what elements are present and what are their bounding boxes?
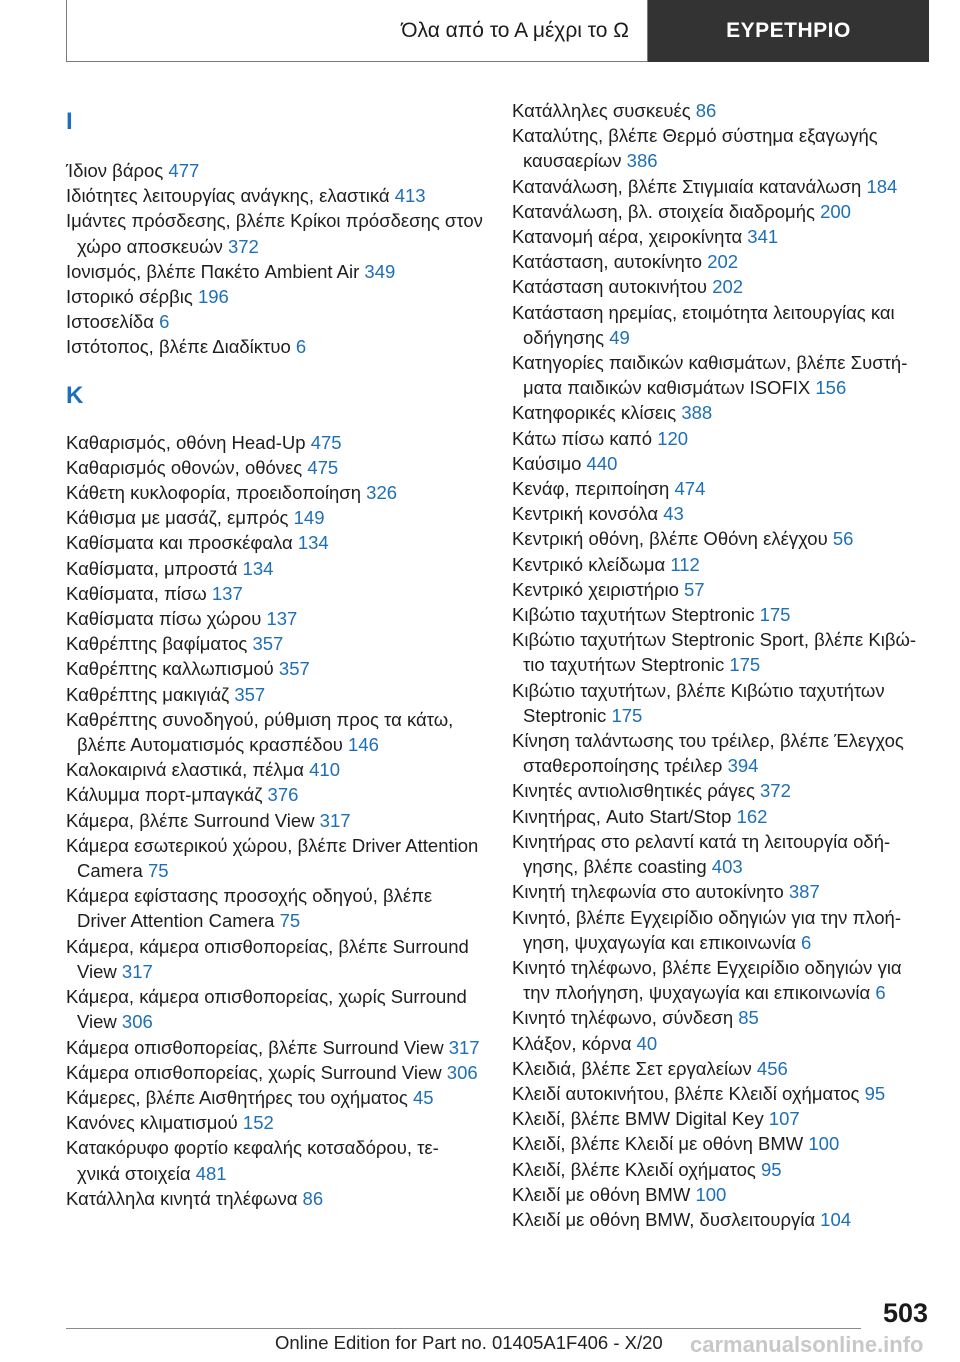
page-reference-link[interactable]: 152 <box>242 1112 274 1134</box>
page-reference-link[interactable]: 175 <box>729 654 761 676</box>
index-entry-text: Κινητήρας, Auto Start/Stop <box>512 805 732 827</box>
index-entry <box>512 174 932 199</box>
index-column-left <box>66 100 486 1211</box>
index-entry-text: Ιστότοπος, βλέπε Διαδίκτυο <box>66 336 291 358</box>
page-reference-link[interactable]: 357 <box>234 683 266 705</box>
index-entry <box>66 606 486 631</box>
index-entry <box>66 656 486 681</box>
page-reference-link[interactable]: 388 <box>681 402 713 424</box>
index-entry-text: Κλειδί με οθόνη BMW <box>512 1183 691 1205</box>
index-entry-text: Κατανάλωση, βλέπε Στιγμιαία κατανάλωση <box>512 175 862 197</box>
index-entry-text: Κατάλληλες συσκευές <box>512 100 691 121</box>
index-entry-text: Κινητές αντιολισθητικές ράγες <box>512 780 755 802</box>
index-entry-text: Κάθετη κυκλοφορία, προειδοποίηση <box>66 482 362 504</box>
index-entry-text: Καύσιμο <box>512 452 582 474</box>
index-entry-text: Κεντρική οθόνη, βλέπε Οθόνη ελέγχου <box>512 528 828 550</box>
index-entry <box>512 1106 932 1131</box>
page-reference-link[interactable]: 475 <box>310 431 342 453</box>
index-entry-text: Κατάσταση αυτοκινήτου <box>512 276 708 298</box>
index-entry <box>512 1081 932 1106</box>
index-entry-text: Κινητήρας στο ρελαντί κατά τη λειτουργία οδή- γησης, βλέπε coasting <box>512 830 891 878</box>
index-entry <box>66 309 486 334</box>
index-entry-text: Κανόνες κλιματισμού <box>66 1112 238 1134</box>
page-reference-link[interactable]: 137 <box>211 582 243 604</box>
index-entry <box>512 955 932 1005</box>
index-entry <box>66 707 486 757</box>
page-reference-link[interactable]: 134 <box>297 532 329 554</box>
index-entry <box>512 804 932 829</box>
index-entry <box>512 1182 932 1207</box>
page-reference-link[interactable]: 475 <box>307 456 339 478</box>
page-reference-link[interactable]: 202 <box>712 276 744 298</box>
index-entry <box>512 728 932 778</box>
page-reference-link[interactable]: 387 <box>788 881 820 903</box>
index-entry-text: Κλειδί, βλέπε Κλειδί με οθόνη BMW <box>512 1133 804 1155</box>
page-reference-link[interactable]: 162 <box>736 805 768 827</box>
index-entry <box>512 879 932 904</box>
page-reference-link[interactable]: 306 <box>121 1011 153 1033</box>
index-entry-text: Κλάξον, κόρνα <box>512 1032 632 1054</box>
page-reference-link[interactable]: 86 <box>302 1187 324 1209</box>
index-entry-text: Καθίσματα, πίσω <box>66 582 207 604</box>
index-entry <box>66 1035 486 1060</box>
index-entry-text: Κεντρικό χειριστήριο <box>512 578 679 600</box>
index-entry-text: Κινητό, βλέπε Εγχειρίδιο οδηγιών για την πλοή- γηση, ψυχαγωγία και επικοινωνία <box>512 906 902 953</box>
index-entry <box>512 249 932 274</box>
page-reference-link[interactable]: 372 <box>227 235 259 257</box>
index-entry <box>512 400 932 425</box>
footer-divider <box>66 1328 861 1329</box>
page-reference-link[interactable]: 175 <box>759 604 791 626</box>
page-reference-link[interactable]: 146 <box>348 734 379 756</box>
page-reference-link[interactable]: 410 <box>309 759 340 781</box>
index-entry-text: Κιβώτιο ταχυτήτων, βλέπε Κιβώτιο ταχυτήτων Steptronic <box>512 679 885 726</box>
page-reference-link[interactable]: 376 <box>267 784 299 806</box>
index-entry-text: Κίνηση ταλάντωσης του τρέιλερ, βλέπε Έλεγχος σταθεροποίησης τρέιλερ <box>512 730 904 777</box>
index-entry-text: Κιβώτιο ταχυτήτων Steptronic <box>512 604 755 626</box>
page-reference-link[interactable]: 372 <box>760 780 791 802</box>
page-reference-link[interactable]: 56 <box>832 528 854 550</box>
index-entry-text: Κινητό τηλέφωνο, σύνδεση <box>512 1007 734 1029</box>
index-entry <box>512 526 932 551</box>
index-entry-text: Κινητό τηλέφωνο, βλέπε Εγχειρίδιο οδηγιών για την πλοήγηση, ψυχαγωγία και επικοινωνία <box>512 956 902 1004</box>
tab-index[interactable]: ΕΥΡΕΤΗΡΙΟ <box>648 0 929 62</box>
index-entry <box>512 476 932 501</box>
index-entry-text: Καθαρισμός οθονών, οθόνες <box>66 456 303 478</box>
index-entry <box>512 678 932 728</box>
index-entry <box>66 334 486 359</box>
index-entry-text: Κιβώτιο ταχυτήτων Steptronic Sport, βλέπε Κιβώ- τιο ταχυτήτων Steptronic <box>512 629 917 676</box>
index-entry <box>66 934 486 984</box>
index-entry-text: Κλειδί, βλέπε Κλειδί οχήματος <box>512 1158 756 1180</box>
page-reference-link[interactable]: 40 <box>636 1032 658 1054</box>
page-reference-link[interactable]: 474 <box>674 478 706 500</box>
page-reference-link[interactable]: 6 <box>159 311 170 333</box>
index-entry-text: Ιστορικό σέρβις <box>66 286 193 308</box>
index-entry-text: Καθίσματα, μπροστά <box>66 557 238 579</box>
index-entry-text: Καθρέπτης μακιγιάζ <box>66 683 230 705</box>
edition-text: Online Edition for Part no. 01405A1F406 - X/20 <box>275 1332 663 1353</box>
index-entry <box>66 984 486 1034</box>
page-reference-link[interactable]: 306 <box>446 1061 478 1083</box>
index-entry <box>512 1005 932 1030</box>
page-reference-link[interactable]: 43 <box>663 503 684 525</box>
page-reference-link[interactable]: 57 <box>684 578 705 600</box>
index-entry <box>512 426 932 451</box>
index-entry-text: Κατακόρυφο φορτίο κεφαλής κοτσαδόρου, τε- χνικά στοιχεία <box>66 1137 439 1184</box>
index-entry-text: Κατάσταση ηρεμίας, ετοιμότητα λειτουργίας και οδήγησης <box>512 301 895 348</box>
page-reference-link[interactable]: 481 <box>195 1162 227 1184</box>
index-entry <box>512 300 932 350</box>
index-entry-text: Καλοκαιρινά ελαστικά, πέλμα <box>66 759 304 781</box>
index-entry-text: Κατανάλωση, βλ. στοιχεία διαδρομής <box>512 200 815 222</box>
page-reference-link[interactable]: 317 <box>121 960 153 982</box>
page-reference-link[interactable]: 6 <box>875 982 886 1004</box>
index-entry-text: Κατάλληλα κινητά τηλέφωνα <box>66 1187 298 1209</box>
page-reference-link[interactable]: 357 <box>252 633 284 655</box>
index-entry <box>66 556 486 581</box>
page-reference-link[interactable]: 341 <box>747 226 779 248</box>
page-reference-link[interactable]: 107 <box>768 1108 800 1130</box>
index-entry-text: Κλειδί με οθόνη BMW, δυσλειτουργία <box>512 1208 816 1230</box>
index-entry <box>66 833 486 883</box>
index-entry-text: Κενάφ, περιποίηση <box>512 478 670 500</box>
index-entry-text: Κλειδί, βλέπε BMW Digital Key <box>512 1108 764 1130</box>
index-entry-text: Καταλύτης, βλέπε Θερμό σύστημα εξαγωγής καυσαερίων <box>512 125 878 172</box>
index-entry <box>66 1186 486 1211</box>
page-reference-link[interactable]: 394 <box>727 755 759 777</box>
index-entry <box>512 98 932 123</box>
index-entry <box>66 1085 486 1110</box>
index-entry <box>512 577 932 602</box>
index-entry <box>66 631 486 656</box>
page-reference-link[interactable]: 386 <box>626 150 658 172</box>
page-reference-link[interactable]: 86 <box>695 100 717 121</box>
index-entry-text: Κάμερα, βλέπε Surround View <box>66 809 315 831</box>
page-reference-link[interactable]: 120 <box>657 427 689 449</box>
index-entry <box>66 1135 486 1185</box>
index-entry <box>512 1207 932 1232</box>
index-entry-text: Κάμερα οπισθοπορείας, βλέπε Surround View <box>66 1036 444 1058</box>
index-entry-text: Ιμάντες πρόσδεσης, βλέπε Κρίκοι πρόσδεσης στον χώρο αποσκευών <box>66 210 483 257</box>
index-entry-text: Κάμερα εφίστασης προσοχής οδηγού, βλέπε Driver Attention Camera <box>66 885 433 932</box>
index-entry-text: Καθαρισμός, οθόνη Head-Up <box>66 431 306 453</box>
index-entry <box>66 430 486 455</box>
index-list-k-continued <box>512 98 932 1232</box>
page-reference-link[interactable]: 100 <box>695 1183 727 1205</box>
index-entry-text: Κάμερα οπισθοπορείας, χωρίς Surround View <box>66 1061 442 1083</box>
page-reference-link[interactable]: 6 <box>801 931 812 953</box>
watermark: carmanualsonline.info <box>690 1332 924 1357</box>
index-entry-text: Κάμερες, βλέπε Αισθητήρες του οχήματος <box>66 1086 408 1108</box>
index-entry <box>66 883 486 933</box>
index-entry-text: Κάμερα, κάμερα οπισθοπορείας, χωρίς Surround View <box>66 986 467 1033</box>
page-reference-link[interactable]: 95 <box>864 1082 886 1104</box>
index-entry-text: Κάλυμμα πορτ-μπαγκάζ <box>66 784 263 806</box>
header-tabs <box>66 0 929 62</box>
index-entry <box>66 757 486 782</box>
page-reference-link[interactable]: 184 <box>866 175 898 197</box>
index-entry <box>66 782 486 807</box>
index-entry <box>66 530 486 555</box>
index-entry-text: Κεντρική κονσόλα <box>512 503 659 525</box>
index-entry-text: Καθρέπτης βαφίματος <box>66 633 248 655</box>
index-entry <box>512 199 932 224</box>
index-entry <box>512 350 932 400</box>
page-reference-link[interactable]: 440 <box>586 452 618 474</box>
index-entry <box>66 1110 486 1135</box>
index-entry-text: Κατηγορίες παιδικών καθισμάτων, βλέπε Συστή- ματα παιδικών καθισμάτων ISOFIX <box>512 352 908 399</box>
page-reference-link[interactable]: 156 <box>815 377 847 399</box>
index-entry-text: Κεντρικό κλείδωμα <box>512 553 666 575</box>
page-reference-link[interactable]: 75 <box>147 860 169 882</box>
index-entry <box>66 455 486 480</box>
index-entry-text: Ιδιότητες λειτουργίας ανάγκης, ελαστικά <box>66 185 390 207</box>
index-entry <box>512 123 932 173</box>
page-reference-link[interactable]: 477 <box>168 160 200 181</box>
page-reference-link[interactable]: 134 <box>242 557 274 579</box>
page-reference-link[interactable]: 317 <box>448 1036 480 1058</box>
index-entry <box>512 224 932 249</box>
section-letter-i: I <box>66 108 73 135</box>
page-reference-link[interactable]: 100 <box>808 1133 840 1155</box>
index-entry-text: Καθίσματα πίσω χώρου <box>66 608 262 630</box>
page-reference-link[interactable]: 202 <box>707 251 739 273</box>
page-reference-link[interactable]: 196 <box>197 286 229 308</box>
index-entry <box>512 627 932 677</box>
page-reference-link[interactable]: 326 <box>366 482 398 504</box>
index-entry-text: Καθίσματα και προσκέφαλα <box>66 532 293 554</box>
index-entry <box>66 480 486 505</box>
index-entry <box>512 905 932 955</box>
page-reference-link[interactable]: 357 <box>278 658 310 680</box>
index-entry <box>512 602 932 627</box>
page-reference-link[interactable]: 175 <box>611 704 643 726</box>
index-entry <box>512 1131 932 1156</box>
index-entry <box>512 778 932 803</box>
index-entry <box>66 208 486 258</box>
page-reference-link[interactable]: 413 <box>394 185 426 207</box>
page-reference-link[interactable]: 6 <box>295 336 307 358</box>
tab-a-to-z[interactable]: Όλα από το Α μέχρι το Ω <box>66 0 648 62</box>
index-entry-text: Κινητή τηλεφωνία στο αυτοκίνητο <box>512 881 784 903</box>
index-column-right <box>512 98 932 1232</box>
index-entry-text: Ιονισμός, βλέπε Πακέτο Ambient Air <box>66 260 360 282</box>
page-reference-link[interactable]: 75 <box>279 910 301 932</box>
index-list-i <box>66 158 486 360</box>
page-reference-link[interactable]: 403 <box>711 856 743 878</box>
index-entry-text: Κλειδί αυτοκινήτου, βλέπε Κλειδί οχήματος <box>512 1082 860 1104</box>
index-entry-text: Καθρέπτης συνοδηγού, ρύθμιση προς τα κάτω, βλέπε Αυτοματισμός κρασπέδου <box>66 708 454 756</box>
page-reference-link[interactable]: 112 <box>670 553 700 575</box>
index-entry <box>512 829 932 879</box>
index-entry-text: Κάθισμα με μασάζ, εμπρός <box>66 507 289 529</box>
index-entry <box>512 501 932 526</box>
index-entry <box>66 259 486 284</box>
index-entry <box>512 274 932 299</box>
index-entry <box>66 505 486 530</box>
index-entry-text: Κατανομή αέρα, χειροκίνητα <box>512 226 743 248</box>
index-entry <box>66 581 486 606</box>
index-entry <box>512 552 932 577</box>
index-entry <box>66 158 486 183</box>
page-reference-link[interactable]: 85 <box>738 1007 759 1029</box>
page-reference-link[interactable]: 149 <box>293 507 325 529</box>
index-entry-text: Κάμερα, κάμερα οπισθοπορείας, βλέπε Surround View <box>66 935 469 982</box>
page-number: 503 <box>882 1298 928 1328</box>
index-list-k <box>66 430 486 1211</box>
page-reference-link[interactable]: 137 <box>266 608 298 630</box>
page-reference-link[interactable]: 317 <box>319 809 351 831</box>
index-entry-text: Ίδιον βάρος <box>66 160 164 181</box>
index-entry-text: Καθρέπτης καλλωπισμού <box>66 658 274 680</box>
index-entry <box>66 682 486 707</box>
page-reference-link[interactable]: 456 <box>756 1057 788 1079</box>
index-entry-text: Ιστοσελίδα <box>66 311 154 333</box>
page-reference-link[interactable]: 104 <box>820 1208 852 1230</box>
index-entry <box>512 1056 932 1081</box>
index-entry-text: Κάμερα εσωτερικού χώρου, βλέπε Driver Attention Camera <box>66 834 479 882</box>
index-entry <box>66 284 486 309</box>
page-reference-link[interactable]: 49 <box>609 326 630 348</box>
index-entry <box>512 1157 932 1182</box>
index-entry <box>66 1060 486 1085</box>
index-entry-text: Κατάσταση, αυτοκίνητο <box>512 251 703 273</box>
index-entry <box>512 451 932 476</box>
page-reference-link[interactable]: 200 <box>820 200 851 222</box>
index-entry-text: Κλειδιά, βλέπε Σετ εργαλείων <box>512 1057 752 1079</box>
page-reference-link[interactable]: 349 <box>364 260 396 282</box>
index-entry <box>66 183 486 208</box>
index-entry <box>66 808 486 833</box>
page-reference-link[interactable]: 95 <box>760 1158 782 1180</box>
section-letter-k: K <box>66 381 84 409</box>
page-reference-link[interactable]: 45 <box>412 1086 434 1108</box>
index-entry-text: Κατηφορικές κλίσεις <box>512 402 677 424</box>
index-entry-text: Κάτω πίσω καπό <box>512 427 653 449</box>
index-entry <box>512 1031 932 1056</box>
